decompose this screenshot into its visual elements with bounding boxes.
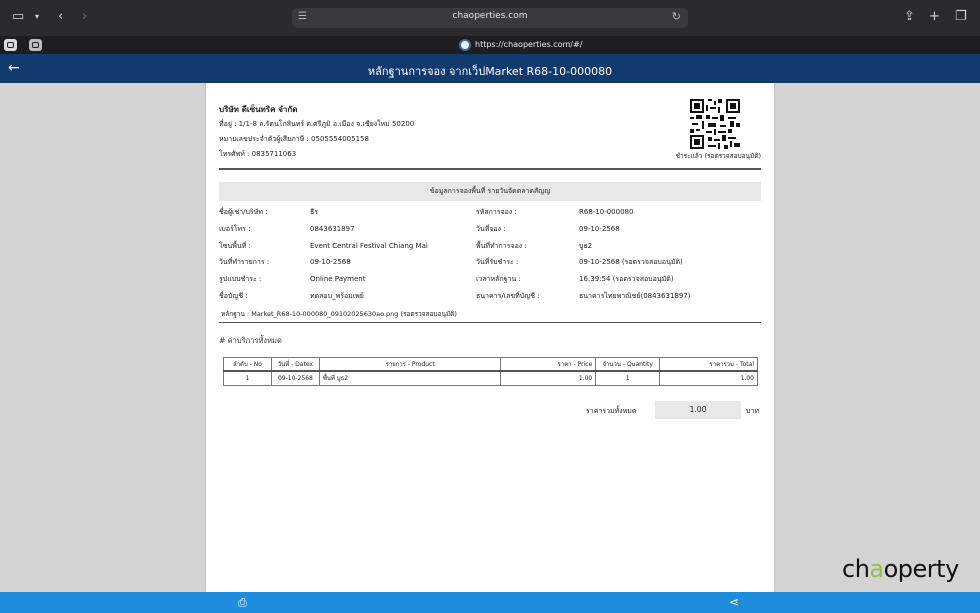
info-label: เบอร์โทร :	[219, 224, 251, 233]
info-right-values	[579, 204, 691, 305]
reload-icon[interactable]: ↻	[671, 10, 681, 23]
logo-text: ch	[842, 555, 870, 583]
table-cell: 1.00	[501, 371, 596, 386]
back-arrow-icon[interactable]: ‹	[58, 9, 64, 24]
info-right-labels	[476, 204, 540, 305]
url-host: chaoperties.com	[452, 11, 528, 21]
company-info	[219, 102, 414, 162]
chevron-down-icon[interactable]: ▾	[35, 12, 40, 21]
divider	[219, 322, 761, 323]
table-header-row	[224, 358, 758, 371]
info-value: 09-10-2568 (รอตรวจสอบอนุมัติ)	[579, 258, 683, 267]
booking-code: R68-10-000080	[579, 208, 634, 216]
share-icon[interactable]: ⇪	[904, 9, 915, 24]
company-phone: โทรศัพท์ : 0835711063	[219, 150, 297, 158]
site-favicon-icon	[459, 39, 471, 51]
table-cell: 1	[596, 371, 660, 386]
total-currency: บาท	[746, 407, 759, 415]
address-bar[interactable]	[292, 8, 688, 28]
info-value: 09-10-2568	[310, 258, 351, 267]
total-value: 1.00	[655, 401, 741, 419]
bottom-action-bar	[0, 592, 980, 613]
column-header: วันที่ - Datex	[271, 358, 319, 371]
info-value: 0843631897	[310, 224, 355, 233]
company-tax-id: หมายเลขประจำตัวผู้เสียภาษี : 0505554005158	[219, 135, 369, 143]
logo-accent: a	[869, 555, 884, 583]
brand-logo	[842, 555, 959, 583]
column-header: จำนวน - Quantity	[596, 358, 660, 371]
active-tab[interactable]	[459, 38, 582, 52]
info-value: บูธ2	[579, 241, 593, 250]
back-arrow-icon[interactable]: ←	[8, 60, 20, 76]
company-address: ที่อยู่ : 1/1-8 ถ.รัตนโกสินทร์ ต.ศรีภูมิ อ.เมือง จ.เชียงใหม่ 50200	[219, 120, 415, 128]
company-name: บริษัท ดีเซ็นทริค จำกัด	[219, 105, 298, 114]
column-header: รายการ - Product	[319, 358, 501, 371]
table-cell: 1	[224, 371, 272, 386]
qr-code-icon	[690, 99, 740, 149]
info-value: Event Central Festival Chiang Mai	[310, 241, 428, 250]
pinned-tab-icon[interactable]	[4, 39, 17, 51]
page-title: หลักฐานการจอง จากเว็ปMarket R68-10-000080	[367, 65, 613, 78]
info-label: รหัสการจอง :	[476, 208, 517, 216]
info-label: วันที่รับชำระ :	[476, 258, 519, 267]
receipt-document	[206, 83, 774, 592]
divider	[219, 168, 761, 170]
table-cell: 09-10-2568	[271, 371, 319, 386]
print-icon[interactable]: ⎙	[238, 596, 247, 609]
total-label: ราคารวมทั้งหมด	[586, 407, 637, 415]
table-cell: พื้นที่ บูธ2	[319, 371, 501, 386]
app-header	[0, 54, 980, 83]
info-label: ธนาคาร/เลขที่บัญชี :	[476, 291, 540, 300]
browser-toolbar	[0, 0, 980, 36]
info-value: ทดสอบ_พร้อมเพย์	[310, 291, 364, 300]
share-icon[interactable]: ⋖	[729, 595, 740, 609]
info-value: Online Payment	[310, 275, 366, 284]
table-row	[224, 371, 758, 386]
payment-status: ชำระแล้ว (รอตรวจสอบอนุมัติ)	[675, 152, 761, 160]
summary-title: # ค่าบริการทั้งหมด	[219, 336, 282, 345]
pinned-tab-icon[interactable]	[29, 39, 42, 51]
info-label: เวลาหลักฐาน :	[476, 275, 521, 284]
forward-arrow-icon[interactable]: ›	[82, 9, 88, 24]
column-header: ราคา - Price	[501, 358, 596, 371]
info-left-labels	[219, 204, 269, 305]
info-label: วันที่ทำรายการ :	[219, 258, 270, 267]
table-cell: 1.00	[660, 371, 758, 386]
info-label: พื้นที่ทำการจอง :	[476, 241, 527, 250]
new-tab-icon[interactable]: +	[929, 9, 940, 24]
page-settings-icon[interactable]: ☰	[298, 11, 307, 22]
info-left-values	[310, 204, 428, 305]
tabs-overview-icon[interactable]: ❐	[955, 9, 967, 24]
tab-url: https://chaoperties.com/#/	[475, 40, 583, 49]
logo-text: operty	[883, 555, 959, 583]
info-value: ธนาคารไทยพาณิชย์(0843631897)	[579, 291, 691, 300]
items-table	[223, 357, 758, 386]
info-value: 16:39:54 (รอตรวจสอบอนุมัติ)	[579, 275, 674, 284]
info-value: 09-10-2568	[579, 224, 620, 233]
column-header: ราคารวม - Total	[660, 358, 758, 371]
info-label: โซนพื้นที่ :	[219, 241, 251, 250]
info-label: ชื่อบัญชี :	[219, 291, 248, 300]
section-title: ข้อมูลการจองพื้นที่ รายวันจัดตลาดสัญญ	[219, 182, 761, 201]
info-value: ธีร	[310, 208, 319, 216]
info-label: รูปแบบชำระ :	[219, 275, 262, 284]
info-label: วันที่จอง :	[476, 224, 506, 233]
column-header: ลำดับ - No	[224, 358, 272, 371]
info-label: ชื่อผู้เช่า/บริษัท :	[219, 208, 268, 216]
tab-bar	[0, 36, 980, 54]
proof-file: หลักฐาน : Market_R68-10-000080_09102025630ao.png (รอตรวจสอบอนุมัติ)	[221, 310, 457, 318]
sidebar-icon[interactable]: ▭	[12, 9, 25, 24]
